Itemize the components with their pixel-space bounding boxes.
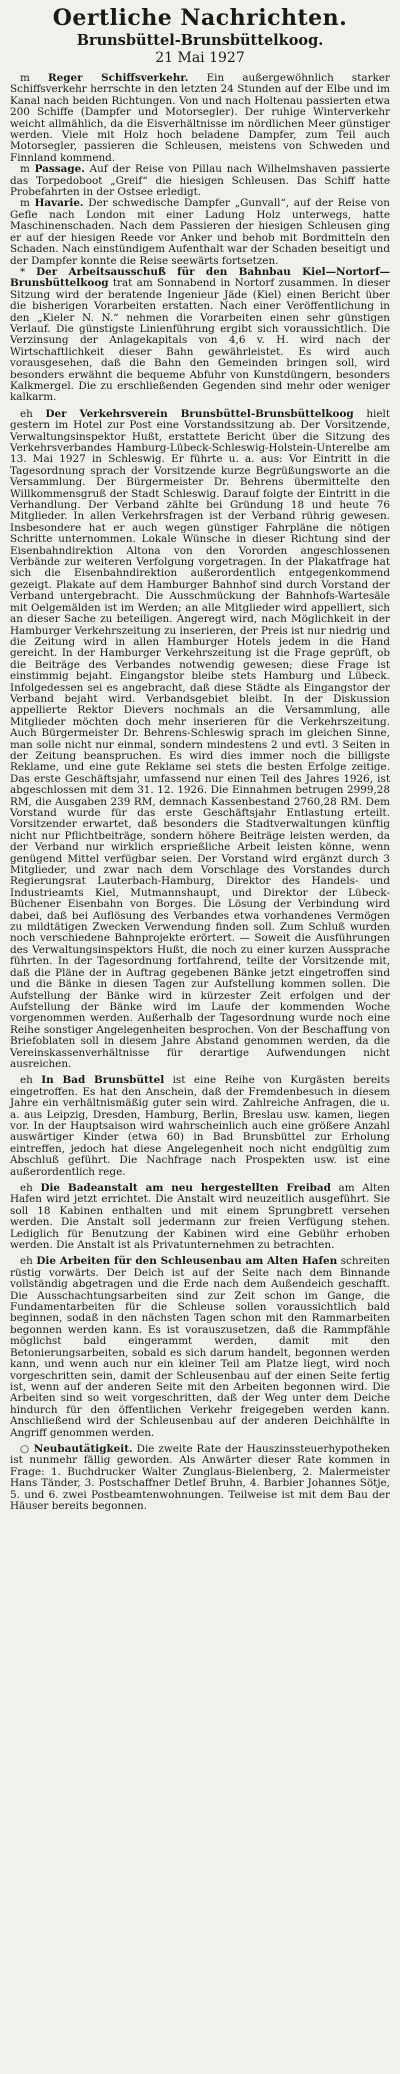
article-headline: Der Verkehrsverein Brunsbüttel-Brunsbüttelkoog [45, 407, 354, 420]
article-marker: m [20, 197, 30, 210]
article-headline: Der Arbeitsausschuß für den Bahnbau Kiel—Nortorf—Brunsbüttelkoog [10, 265, 390, 290]
masthead [0, 0, 400, 66]
article-headline: Passage. [34, 163, 85, 176]
article-havarie [10, 198, 390, 266]
section-subtitle: Brunsbüttel-Brunsbüttelkoog. [76, 32, 324, 49]
article-marker: eh [20, 407, 33, 420]
article-marker: ○ [20, 1442, 30, 1455]
article-marker: m [20, 72, 30, 84]
article-headline: In Bad Brunsbüttel [41, 1074, 165, 1087]
article-marker: eh [20, 1182, 33, 1194]
article-headline: Neubautätigkeit. [33, 1442, 133, 1455]
article-column [0, 66, 400, 1512]
article-headline: Die Arbeiten für den Schleusenbau am Alten Hafen [36, 1255, 338, 1268]
article-body: Der schwedische Dampfer „Gunvall“, auf der Reise von Gefle nach London mit einer Ladung Holz unterwegs, hatte Maschinenschaden. Nach dem Passieren der hiesigen Schleusen ging er auf der hiesigen Reede vor Anker und behob mit Bordmitteln den Schaden. Nach einstündigem Aufenthalt war der Schaden beseitigt und der Dampfer konnte die Reise seewärts fortsetzen. [10, 197, 391, 267]
article-schleusenbau [10, 1256, 390, 1439]
article-body: schreiten rüstig vorwärts. Der Deich ist auf der Seite nach dem Binnande vollständig abgetragen und die Erde nach dem Außendeich geschafft. Die Ausschachtungsarbeiten sind zur Zeit schon im Gange, die Fundamentarbeiten für die Schleuse sollen voraussichtlich bald beginnen, sodaß in den nächsten Tagen schon mit den Rammarbeiten begonnen werden kann. Es ist vorauszusetzen, daß die Rammpfähle möglichst bald eingerammt werden, damit mit den Betonierungsarbeiten, sobald es sich darum handelt, begonnen werden kann, und wenn auch nur ein kleiner Teil am Platze liegt, wird noch vorgeschritten sein, damit der Schleusenbau auf der einen Seite fertig ist, wenn auf der anderen Seite mit den Arbeiten begonnen wird. Die Arbeiten sind so weit vorgeschritten, daß der Weg unter dem Deiche hindurch für den öffentlichen Verkehr freigegeben werden kann. Anschließend wird der Schleusenbau auf der anderen Deichhälfte in Angriff genommen werden. [10, 1255, 390, 1439]
article-marker: eh [20, 1074, 33, 1087]
article-body: Ein außergewöhnlich starker Schiffsverkehr herrschte in den letzten 24 Stunden auf der Elbe und im Kanal nach beiden Richtungen. Von und nach Holtenau passierten etwa 200 Schiffe (Dampfer und Motorsegler). Der ruhige Winterverkehr weicht allmählich, da die Eisverhältnisse im nördlichen Meer günstiger werden. Viele mit Holz hoch beladene Dampfer, zum Teil auch Motorsegler, passieren die Schleusen, meistens von Schweden und Finnland kommend. [10, 72, 390, 164]
article-body: trat am Sonnabend in Nortorf zusammen. In dieser Sitzung wird der beratende Ingenieur Jäde (Kiel) einen Bericht über die bisherigen Vorarbeiten erstatten. Nach einer Veröffentlichung in den „Kieler N. N.“ nehmen die Vorarbeiten einen sehr günstigen Verlauf. Die günstigste Linienführung ergibt sich voraussichtlich. Die Verzinsung der Anlagekapitals von 4,6 v. H. wird nach der Wirtschaftlichkeit dieser Bahn gewährleistet. Es wird auch vorausgesehen, daß die Bahn den Gemeinden bringen soll, wird besonders erwähnt die bequeme Abfuhr von Kunstdüngern, besonders Kalkmergel. Die zu erschließenden Gegenden sind mehr oder weniger kalkarm. [10, 277, 390, 404]
article-marker: eh [20, 1255, 33, 1268]
article-headline: Die Badeanstalt am neu hergestellten Freibad [40, 1182, 331, 1194]
article-passage [10, 164, 390, 198]
article-body: am Alten Hafen wird jetzt errichtet. Die Anstalt wird neuzeitlich ausgeführt. Sie soll 18 Kabinen enthalten und mit einem Sprungbrett versehen werden. Die Anstalt soll jedermann zur freien Verfügung stehen. Lediglich für Benutzung der Kabinen wird eine Gebühr erhoben werden. Die Anstalt ist als Privatunternehmen zu betrachten. [10, 1182, 390, 1252]
article-body: Auf der Reise von Pillau nach Wilhelmshaven passierte das Torpedoboot „Greif“ die hiesigen Schleusen. Das Schiff hatte Probefahrten in der Ostsee erledigt. [10, 163, 391, 199]
article-body: hielt gestern im Hotel zur Post eine Vorstandssitzung ab. Der Vorsitzende, Verwaltungsinspektor Hußt, erstattete Bericht über die Sitzung des Verkehrsverbandes Hamburg-Lübeck-Schleswig-Holstein-Unterelbe am 13. Mai 1927 in Schleswig. Er führte u. a. aus: Vor Eintritt in die Tagesordnung sprach der Vorsitzende kurze Begrüßungsworte an die Versammlung. Der Bürgermeister Dr. Behrens übermittelte den Willkommensgruß der Stadt Schleswig. Darauf folgte der Eintritt in die Verhandlung. Der Verband zählte bei Gründung 18 und heute 76 Mitglieder. In allen Verkehrsfragen ist der Verband rührig gewesen. Insbesondere hat er auch wegen günstiger Fahrpläne die nötigen Schritte unternommen. Lokale Wünsche in dieser Richtung sind der Eisenbahndirektion Altona von den Vororden angeschlossenen Verbände zur weiteren Verfolgung vorgetragen. In der Plakatfrage hat sich die Eisenbahndirektion außerordentlich entgegenkommend gezeigt. Plakate auf dem Hamburger Bahnhof sind durch Vorstand der Verband untergebracht. Die Ausschmückung der Bahnhofs-Wartesäle mit Oelgemälden ist im Werden; an alle Mitglieder wird appelliert, sich an dieser Sache zu beteiligen. Angeregt wird, nach Möglichkeit in der Hamburger Verkehrszeitung zu inserieren, der Preis ist nur niedrig und die Zeitung wird in allen Hamburger Hotels jedem in die Hand gereicht. In der Hamburger Verkehrszeitung ist die Frage geprüft, ob die Beiträge des Verbandes notwendig gewesen; diese Frage ist einstimmig bejaht. Eingangstor bleibe stets Hamburg und Lübeck. Infolgedessen sei es angebracht, daß diese Städte als Eingangstor der Verband bejaht wird. Verbandsgebiet bleibt. In der Diskussion appellierte Rektor Dievers nochmals an die Versammlung, alle Mitglieder möchten doch mehr inserieren für die Verkehrszeitung. Auch Bürgermeister Dr. Behrens-Schleswig sprach im gleichen Sinne, man solle nicht nur einmal, sondern mindestens 2 und evtl. 3 Seiten in der Zeitung beanspruchen. Es wird dies immer noch die billigste Reklame, und eine gute Reklame sei stets die besten Erfolge zeitige. Das erste Geschäftsjahr, umfassend nur einen Teil des Jahres 1926, ist abgeschlossen mit dem 31. 12. 1926. Die Einnahmen betrugen 2999,28 RM, die Ausgaben 239 RM, demnach Kassenbestand 2760,28 RM. Dem Vorstand wurde für das erste Geschäftsjahr Entlastung erteilt. Vorsitzender erwartet, daß besonders die Stadtverwaltungen künftig nicht nur Pflichtbeiträge, sondern höhere Beiträge leisten werden, da der Verband nur wirklich ersprießliche Arbeit leisten könne, wenn genügend Mittel verfügbar seien. Der Vorstand wird ergänzt durch 3 Mitglieder, und zwar nach dem Vorschlage des Vorstandes durch Regierungsrat Lauterbach-Hamburg, Direktor des Handels- und Industrieamts Kiel, Mutmannshaupt, und Direktor der Lübeck-Büchener Eisenbahn von Borges. Die Lösung der Verbindung wird dabei, daß bei Auflösung des Verbandes etwa vorhandenes Vermögen zu mildtätigen Zwecken Verwendung finden soll. Zum Schluß wurden noch verschiedene Bahnprojekte erörtert. — Soweit die Ausführungen des Verwaltungsinspektors Hußt, die noch zu einer kurzen Aussprache führten. In der Tagesordnung fortfahrend, teilte der Vorsitzende mit, daß die Pläne der in Auftrag gegebenen Bänke jetzt eingetroffen sind und die Bänke in diesen Tagen zur Aufstellung kommen sollen. Die Aufstellung der Bänke wird in kürzester Zeit erfolgen und der Aufstellung der Bänke wird im Laufe der kommenden Woche vorgenommen werden. Außerhalb der Tagesordnung wurde noch eine Reihe sonstiger Angelegenheiten besprochen. Von der Beschaffung von Briefoblaten soll in diesem Jahre Abstand genommen werden, da die Vereinskassenverhältnisse für derartige Aufwendungen nicht ausreichen. [10, 407, 390, 1070]
article-headline: Havarie. [34, 197, 84, 210]
article-bad-brunsbuettel [10, 1075, 390, 1178]
article-neubautaetigkeit [10, 1444, 390, 1512]
section-title: Oertliche Nachrichten. [52, 5, 348, 31]
article-verkehrsverein [10, 409, 390, 1071]
article-marker: m [20, 163, 30, 176]
article-badeanstalt [10, 1183, 390, 1251]
article-headline: Reger Schiffsverkehr. [48, 72, 189, 84]
article-bahnbau [10, 267, 390, 404]
article-body: Die zweite Rate der Hauszinssteuerhypotheken ist nunmehr fällig geworden. Als Anwärter dieser Rate kommen in Frage: 1. Buchdrucker Walter Zunglaus-Bielenberg, 2. Malermeister Hans Tänder, 3. Postschaffner Detlef Bruhn, 4. Barbier Johannes Sötje, 5. und 6. zwei Postbeamtenwohnungen. Teilweise ist mit dem Bau der Häuser bereits begonnen. [10, 1442, 390, 1512]
dateline: 21 Mai 1927 [155, 50, 245, 66]
article-marker: * [20, 265, 26, 278]
article-body: ist eine Reihe von Kurgästen bereits eingetroffen. Es hat den Anschein, daß der Fremdenbesuch in diesem Jahre ein verhältnismäßig guter sein wird. Zahlreiche Anfragen, die u. a. aus Leipzig, Dresden, Hamburg, Berlin, Breslau usw. kamen, liegen vor. In der Hauptsaison wird wahrscheinlich auch eine größere Anzahl auswärtiger Kinder (etwa 60) in Bad Brunsbüttel zur Erholung eintreffen, jedoch hat diese Angelegenheit noch nicht endgültig zum Abschluß geführt. Die Nachfrage nach Prospekten usw. ist eine außerordentlich rege. [10, 1074, 391, 1178]
article-schiffsverkehr [10, 73, 390, 164]
